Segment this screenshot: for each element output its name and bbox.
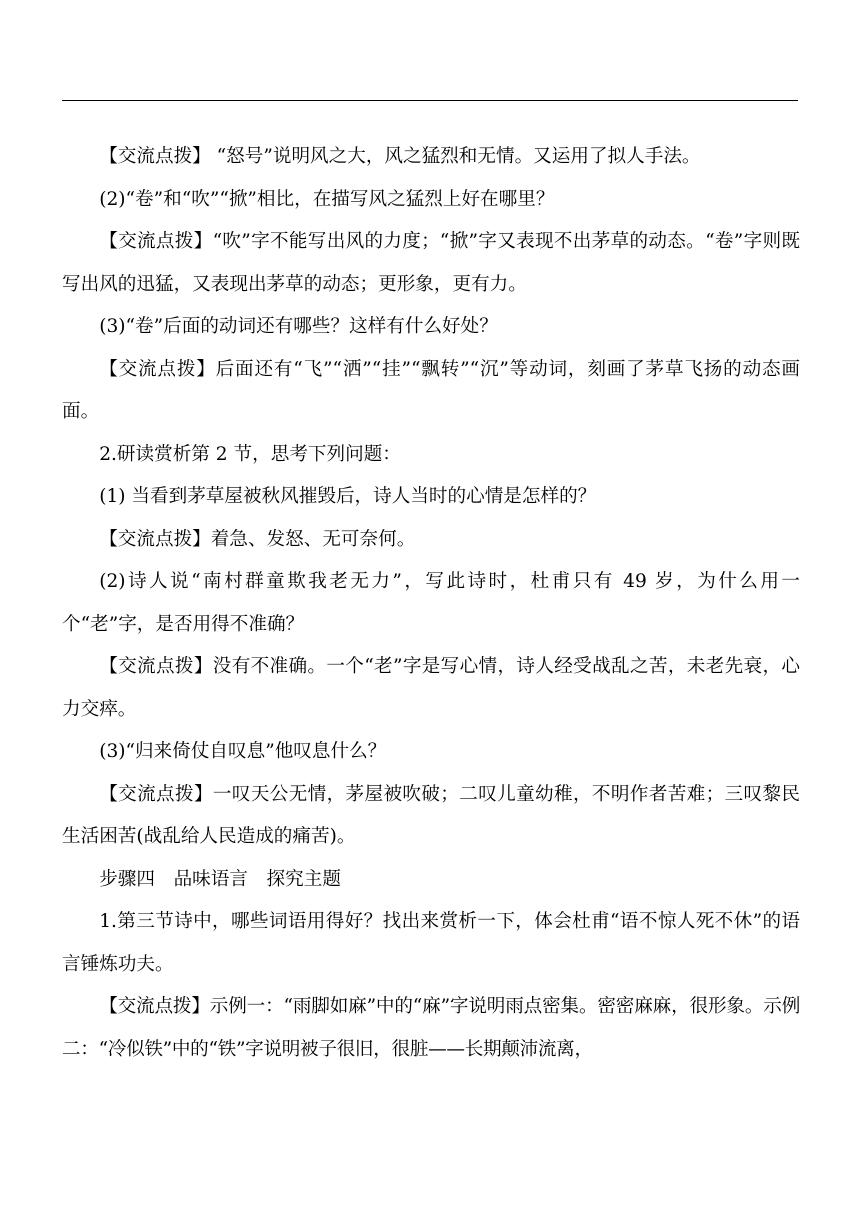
paragraph-1: 【交流点拨】 “怒号”说明风之大，风之猛烈和无情。又运用了拟人手法。 — [99, 146, 701, 167]
paragraph-3: 【交流点拨】“吹”字不能写出风的力度；“掀”字又表现不出茅草的动态。“卷”字则既写出风的迅猛，又表现出茅草的动态；更形象，更有力。 — [62, 231, 800, 295]
paragraph-7: (1) 当看到茅草屋被秋风摧毁后，诗人当时的心情是怎样的？ — [99, 486, 597, 507]
paragraph-15: 【交流点拨】示例一：“雨脚如麻”中的“麻”字说明雨点密集。密密麻麻，很形象。示例二：“冷似铁”中的“铁”字说明被子很旧，很脏——长期颠沛流离， — [62, 996, 800, 1060]
paragraph-11: (3)“归来倚仗自叹息”他叹息什么？ — [99, 741, 387, 762]
paragraph-2: (2)“卷”和“吹”“掀”相比，在描写风之猛烈上好在哪里？ — [99, 188, 555, 210]
paragraph-14: 1.第三节诗中，哪些词语用得好？找出来赏析一下，体会杜甫“语不惊人死不休”的语言锤炼功夫。 — [62, 911, 800, 975]
paragraph-10: 【交流点拨】没有不准确。一个“老”字是写心情，诗人经受战乱之苦，未老先衰，心力交瘁。 — [62, 656, 800, 720]
paragraph-8: 【交流点拨】着急、发怒、无可奈何。 — [99, 528, 416, 550]
paragraph-12: 【交流点拨】一叹天公无情，茅屋被吹破；二叹儿童幼稚，不明作者苦难；三叹黎民生活困苦(战乱给人民造成的痛苦)。 — [62, 783, 800, 847]
header-rule — [62, 100, 798, 101]
paragraph-6: 2.研读赏析第 2 节，思考下列问题： — [99, 443, 401, 465]
section-heading: 步骤四 品味语言 探究主题 — [99, 868, 341, 890]
paragraph-4: (3)“卷”后面的动词还有哪些？这样有什么好处？ — [99, 316, 498, 337]
paragraph-9: (2)诗人说“南村群童欺我老无力”，写此诗时，杜甫只有 49 岁，为什么用一个“老”字，是否用得不准确？ — [62, 571, 800, 635]
document-body — [62, 136, 800, 1071]
paragraph-5: 【交流点拨】后面还有“飞”“洒”“挂”“飘转”“沉”等动词，刻画了茅草飞扬的动态画面。 — [62, 358, 800, 422]
